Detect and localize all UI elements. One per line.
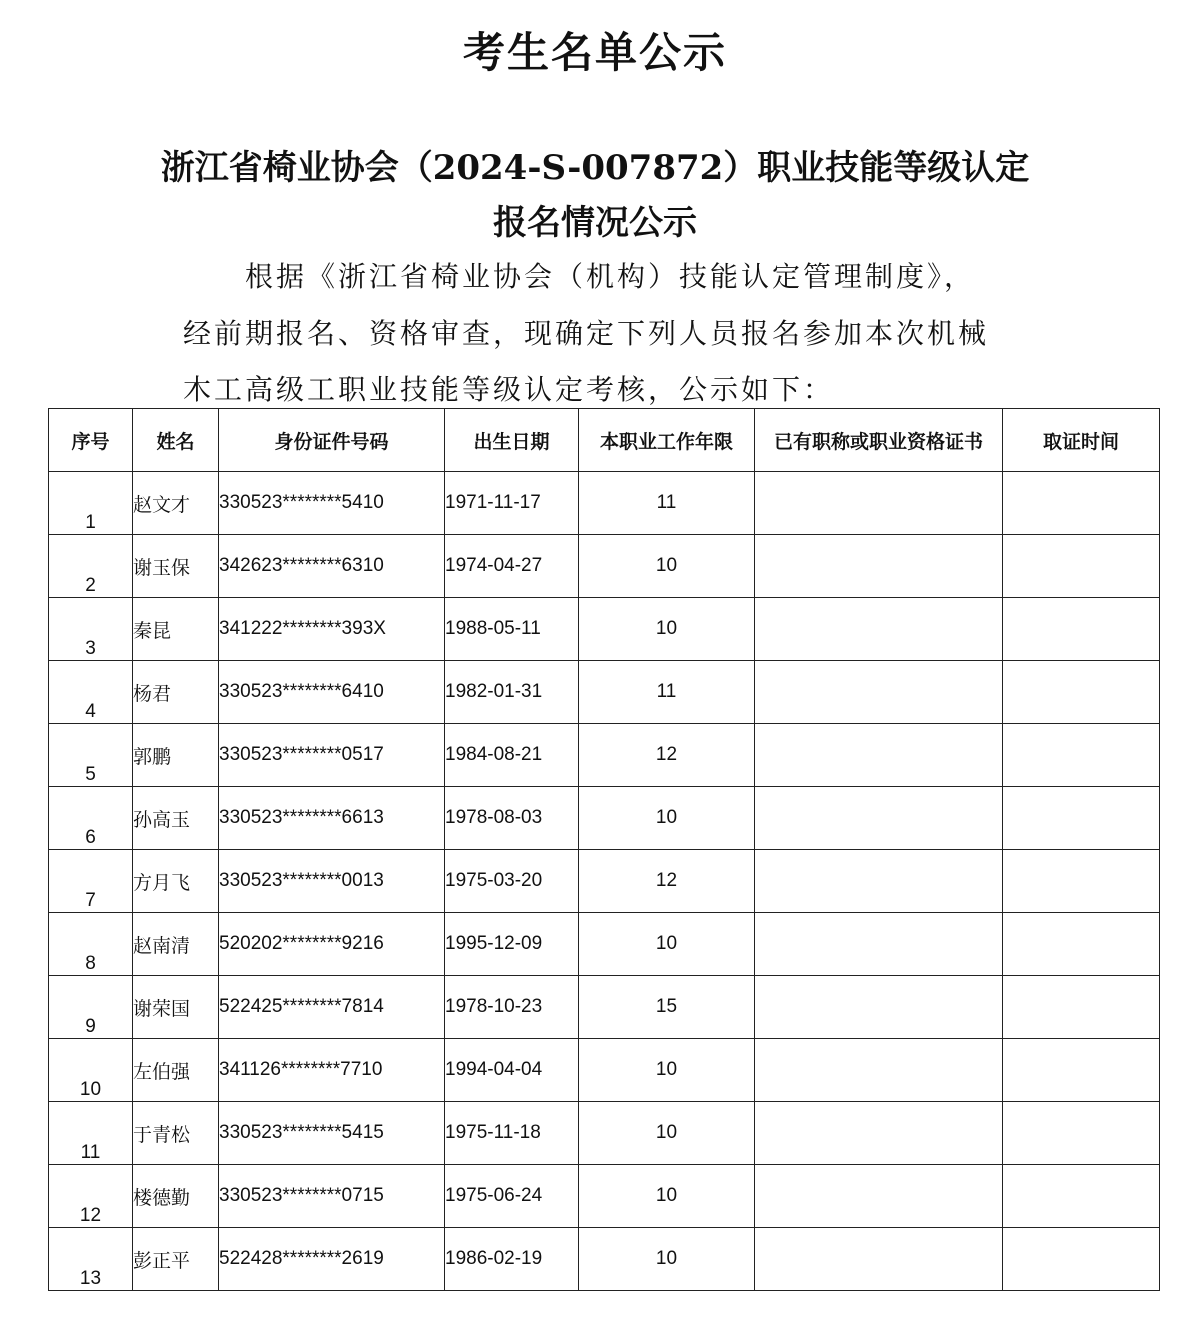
cell-seq: 6 (49, 787, 133, 850)
header-birth-date: 出生日期 (445, 409, 579, 472)
cell-birth-date: 1975-11-18 (445, 1102, 579, 1165)
cell-id-number: 341222********393X (219, 598, 445, 661)
cell-birth-date: 1995-12-09 (445, 913, 579, 976)
header-name: 姓名 (133, 409, 219, 472)
cell-seq: 10 (49, 1039, 133, 1102)
cell-id-number: 522428********2619 (219, 1228, 445, 1291)
cell-birth-date: 1978-10-23 (445, 976, 579, 1039)
cell-name: 赵文才 (133, 472, 219, 535)
table-row (49, 472, 1160, 535)
cell-name: 杨君 (133, 661, 219, 724)
cell-seq: 11 (49, 1102, 133, 1165)
cell-id-number: 330523********5415 (219, 1102, 445, 1165)
table-row (49, 1039, 1160, 1102)
cell-name: 左伯强 (133, 1039, 219, 1102)
cell-work-years: 10 (579, 787, 755, 850)
cell-seq: 4 (49, 661, 133, 724)
cell-name: 谢荣国 (133, 976, 219, 1039)
paragraph-line-3: 木工高级工职业技能等级认定考核，公示如下： (183, 373, 835, 406)
cell-work-years: 10 (579, 1228, 755, 1291)
cell-birth-date: 1978-08-03 (445, 787, 579, 850)
cell-name: 赵南清 (133, 913, 219, 976)
cell-certificate (755, 1039, 1003, 1102)
cell-id-number: 330523********5410 (219, 472, 445, 535)
table-row (49, 598, 1160, 661)
table-row (49, 787, 1160, 850)
cell-id-number: 522425********7814 (219, 976, 445, 1039)
cell-name: 于青松 (133, 1102, 219, 1165)
cell-id-number: 330523********6613 (219, 787, 445, 850)
cell-name: 楼德勤 (133, 1165, 219, 1228)
cell-birth-date: 1982-01-31 (445, 661, 579, 724)
cell-work-years: 12 (579, 850, 755, 913)
cell-birth-date: 1975-06-24 (445, 1165, 579, 1228)
cell-id-number: 341126********7710 (219, 1039, 445, 1102)
subtitle-line-2: 报名情况公示 (493, 203, 697, 243)
candidate-table (48, 408, 1160, 1291)
cell-cert-date (1003, 976, 1160, 1039)
subtitle-line-1: 浙江省椅业协会（2024-S-007872）职业技能等级认定 (160, 148, 1030, 188)
cell-work-years: 10 (579, 1165, 755, 1228)
table-row (49, 724, 1160, 787)
cell-certificate (755, 787, 1003, 850)
paragraph-line-2: 经前期报名、资格审查，现确定下列人员报名参加本次机械 (183, 317, 990, 350)
table-row (49, 913, 1160, 976)
cell-cert-date (1003, 724, 1160, 787)
cell-work-years: 10 (579, 913, 755, 976)
cell-certificate (755, 535, 1003, 598)
cell-work-years: 11 (579, 472, 755, 535)
cell-birth-date: 1971-11-17 (445, 472, 579, 535)
cell-certificate (755, 472, 1003, 535)
table-row (49, 1165, 1160, 1228)
paragraph-line-1: 根据《浙江省椅业协会（机构）技能认定管理制度》， (245, 260, 976, 293)
cell-certificate (755, 724, 1003, 787)
cell-seq: 5 (49, 724, 133, 787)
cell-work-years: 10 (579, 1102, 755, 1165)
cell-work-years: 10 (579, 1039, 755, 1102)
table-row (49, 1228, 1160, 1291)
cell-id-number: 342623********6310 (219, 535, 445, 598)
header-id-number: 身份证件号码 (219, 409, 445, 472)
cell-name: 方月飞 (133, 850, 219, 913)
cell-seq: 9 (49, 976, 133, 1039)
header-work-years: 本职业工作年限 (579, 409, 755, 472)
cell-cert-date (1003, 787, 1160, 850)
cell-certificate (755, 850, 1003, 913)
cell-cert-date (1003, 1228, 1160, 1291)
cell-certificate (755, 1165, 1003, 1228)
header-cert-date: 取证时间 (1003, 409, 1160, 472)
cell-id-number: 520202********9216 (219, 913, 445, 976)
table-row (49, 976, 1160, 1039)
cell-birth-date: 1994-04-04 (445, 1039, 579, 1102)
cell-certificate (755, 913, 1003, 976)
cell-work-years: 12 (579, 724, 755, 787)
cell-birth-date: 1986-02-19 (445, 1228, 579, 1291)
cell-birth-date: 1975-03-20 (445, 850, 579, 913)
cell-seq: 12 (49, 1165, 133, 1228)
header-seq: 序号 (49, 409, 133, 472)
cell-birth-date: 1988-05-11 (445, 598, 579, 661)
cell-seq: 13 (49, 1228, 133, 1291)
cell-certificate (755, 1228, 1003, 1291)
cell-name: 郭鹏 (133, 724, 219, 787)
cell-cert-date (1003, 598, 1160, 661)
cell-id-number: 330523********0013 (219, 850, 445, 913)
cell-work-years: 10 (579, 598, 755, 661)
cell-id-number: 330523********0517 (219, 724, 445, 787)
page-title: 考生名单公示 (462, 28, 727, 77)
cell-birth-date: 1984-08-21 (445, 724, 579, 787)
table-row (49, 535, 1160, 598)
cell-cert-date (1003, 1039, 1160, 1102)
cell-name: 孙高玉 (133, 787, 219, 850)
cell-cert-date (1003, 913, 1160, 976)
table-row (49, 850, 1160, 913)
cell-seq: 1 (49, 472, 133, 535)
cell-work-years: 10 (579, 535, 755, 598)
cell-seq: 7 (49, 850, 133, 913)
table-header-row (49, 409, 1160, 472)
cell-id-number: 330523********6410 (219, 661, 445, 724)
header-certificate: 已有职称或职业资格证书 (755, 409, 1003, 472)
cell-certificate (755, 976, 1003, 1039)
table-row (49, 1102, 1160, 1165)
cell-cert-date (1003, 661, 1160, 724)
cell-name: 彭正平 (133, 1228, 219, 1291)
cell-name: 秦昆 (133, 598, 219, 661)
cell-seq: 8 (49, 913, 133, 976)
cell-name: 谢玉保 (133, 535, 219, 598)
cell-cert-date (1003, 472, 1160, 535)
cell-seq: 3 (49, 598, 133, 661)
cell-work-years: 15 (579, 976, 755, 1039)
cell-work-years: 11 (579, 661, 755, 724)
cell-certificate (755, 661, 1003, 724)
cell-cert-date (1003, 1165, 1160, 1228)
cell-certificate (755, 1102, 1003, 1165)
cell-cert-date (1003, 535, 1160, 598)
cell-cert-date (1003, 850, 1160, 913)
cell-id-number: 330523********0715 (219, 1165, 445, 1228)
table-row (49, 661, 1160, 724)
cell-certificate (755, 598, 1003, 661)
cell-cert-date (1003, 1102, 1160, 1165)
cell-seq: 2 (49, 535, 133, 598)
cell-birth-date: 1974-04-27 (445, 535, 579, 598)
